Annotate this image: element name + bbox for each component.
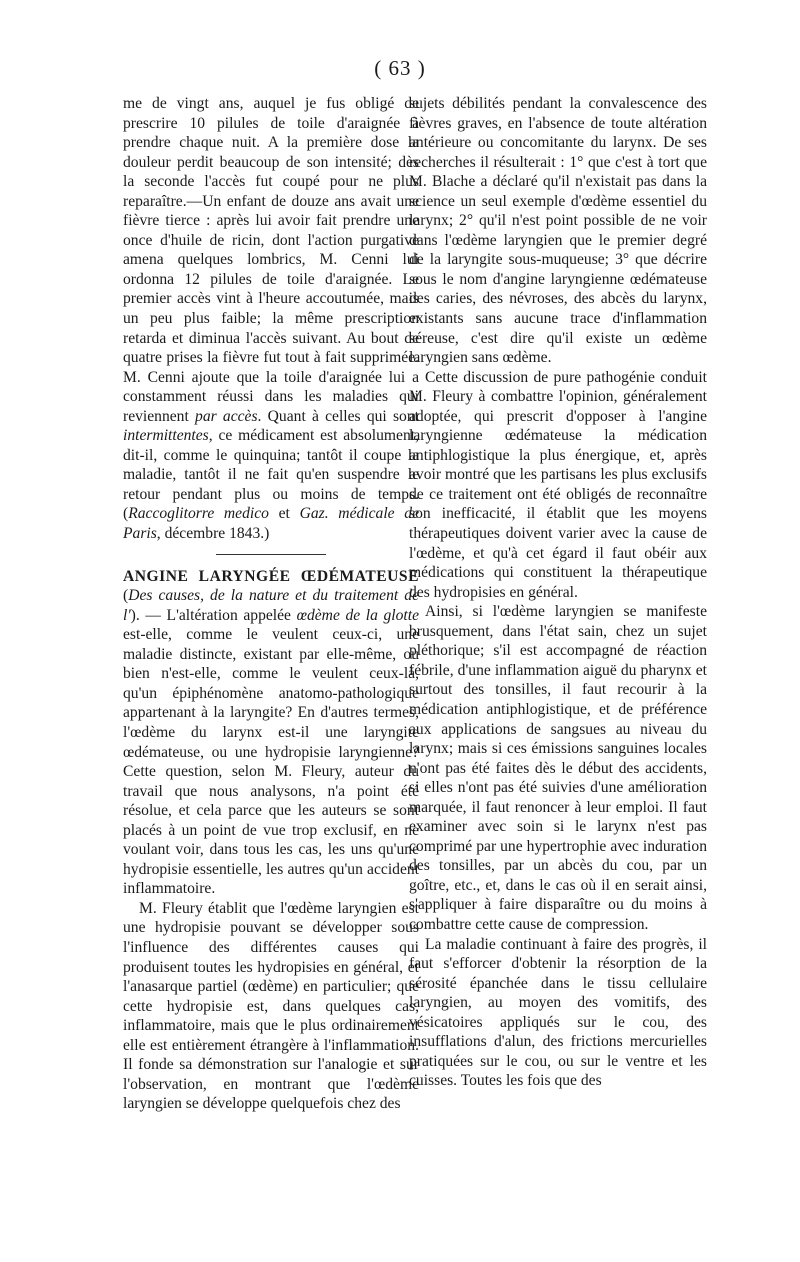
heading-subtitle: Des causes, de la nature et du traitement de l' xyxy=(123,587,419,624)
right-paragraph-1: sujets débilités pendant la convalescence des fièvres graves, en l'absence de toute altération antérieure ou concomitante du larynx. De ses recherches il résulterait : 1° que c'est à tort que M. Blache a déclaré qu'il n'existait pas dans la science un seul exemple d'œdème essentiel du larynx; 2° qu'il n'est point possible de ne voir dans l'œdème laryngien que le premier degré de la laryngite sous-muqueuse; 3° que décrire sous le nom d'angine laryngienne œdémateuse des caries, des névroses, des abcès du larynx, existants sans aucune trace d'inflammation séreuse, c'est dire qu'il existe un œdème laryngien sans œdème. xyxy=(409,95,707,367)
right-paragraph-3: Ainsi, si l'œdème laryngien se manifeste brusquement, dans l'état sain, chez un sujet pléthorique; s'il est accompagné de réaction fébrile, d'une inflammation aiguë du pharynx et surtout des tonsilles, il faut recourir à la médication antiphlogistique, et de préférence aux applications de sangsues au niveau du larynx; mais si ces émissions sanguines locales n'ont pas été faites dès le début des accidents, si elles n'ont pas été suivies d'une amélioration marquée, il faut renoncer à leur emploi. Il faut examiner avec soin si le larynx n'est pas comprimé par une hypertrophie avec induration des tonsilles, par un abcès du cou, par un goître, etc., et, dans le cas où il en serait ainsi, s'appliquer à faire disparaître ou du moins à combattre cette cause de compression. xyxy=(409,603,707,933)
page-number: ( 63 ) xyxy=(374,56,426,80)
right-paragraph-2: Cette discussion de pure pathogénie conduit M. Fleury à combattre l'opinion, généralement adoptée, qui prescrit d'opposer à l'angine laryngienne œdémateuse la médication antiphlogistique la plus énergique, et, après avoir montré que les partisans les plus exclusifs de ce traitement ont été obligés de reconnaître son inefficacité, il établit que les moyens thérapeutiques doivent varier avec la cause de l'œdème, et qu'à cet égard il faut obéir aux médications qui constituent la thérapeutique des hydropisies en général. xyxy=(409,368,707,601)
left-paragraph-1 xyxy=(123,94,419,544)
heading-term: œdème de la glotte xyxy=(296,606,420,624)
left-paragraph-2 xyxy=(123,567,419,899)
right-column xyxy=(409,94,707,1091)
left-p1-italic-2: intermittentes xyxy=(123,427,209,445)
section-heading: ANGINE LARYNGÉE ŒDÉMATEUSE xyxy=(123,567,419,585)
left-p1-source-2: Gaz. médicale de Paris xyxy=(123,505,419,543)
left-p1-and: et xyxy=(268,505,300,523)
left-p2-text: est-elle, comme le veulent ceux-ci, une maladie distincte, existant par elle-même, ou bien n'est-elle, comme le veulent ceux-là, qu'un épiphénomène anatomo-pathologique appartenant à la laryngite? En d'autres termes, l'œdème du larynx est-il une laryngite œdémateuse, ou une hydropisie laryngienne? Cette question, selon M. Fleury, auteur du travail que nous analysons, n'a point été résolue, et cela parce que les auteurs se sont placés à un point de vue trop exclusif, en ne voulant voir, dans tous les cas, les uns qu'une hydropisie essentielle, les autres qu'un accident inflammatoire. xyxy=(123,626,419,898)
heading-sub-open: ( xyxy=(123,587,129,605)
left-p1-date: , décembre 1843.) xyxy=(156,525,270,543)
left-column xyxy=(123,94,419,1114)
left-paragraph-3: M. Fleury établit que l'œdème laryngien est une hydropisie pouvant se développer sous l'influence des différentes causes qui produisent toutes les hydropisies en général, et l'anasarque partiel (œdème) en particulier; que cette hydropisie est, dans quelques cas, inflammatoire, mais que le plus ordinairement elle est entièrement étrangère à l'inflammation. Il fonde sa démonstration sur l'analogie et sur l'observation, en montrant que l'œdème laryngien se développe quelquefois chez des xyxy=(123,899,419,1113)
left-p1-mid: . Quant à celles qui sont xyxy=(257,407,419,425)
heading-sub-close: ). — L'altération appelée xyxy=(130,606,297,624)
left-p1-source-1: Raccoglitorre medico xyxy=(128,505,269,523)
left-p1-end: , ce médicament est absolument, dit-il, comme le quinquina; tantôt il coupe la maladie, tantôt il ne fait qu'en suspendre le retour pendant plus ou moins de temps. ( xyxy=(123,427,419,523)
left-p1-text: me de vingt ans, auquel je fus obligé de prescrire 10 pilules de toile d'araignée à prendre chaque nuit. A la première dose la douleur perdit beaucoup de son intensité; dès la seconde l'accès fut coupé pour ne plus reparaître.—Un enfant de douze ans avait une fièvre tierce : après lui avoir fait prendre une once d'huile de ricin, dont l'action purgative amena quelques lombrics, M. Cenni lui ordonna 12 pilules de toile d'araignée. Le premier accès vint à l'heure accoutumée, mais un peu plus faible; la même prescription retarda et diminua l'accès suivant. Au bout de quatre prises la fièvre fut tout à fait supprimée. M. Cenni ajoute que la toile d'araignée lui a constamment réussi dans les maladies qui reviennent xyxy=(123,95,419,425)
left-p1-italic-1: par accès xyxy=(195,407,258,425)
right-paragraph-4: La maladie continuant à faire des progrès, il faut s'efforcer d'obtenir la résorption de la sérosité épanchée dans le tissu cellulaire laryngien, au moyen des vomitifs, des vésicatoires appliqués sur le cou, des insufflations d'alun, des frictions mercurielles pratiquées sur le cou, ou sur le ventre et les cuisses. Toutes les fois que des xyxy=(409,935,707,1090)
section-divider xyxy=(216,554,326,555)
